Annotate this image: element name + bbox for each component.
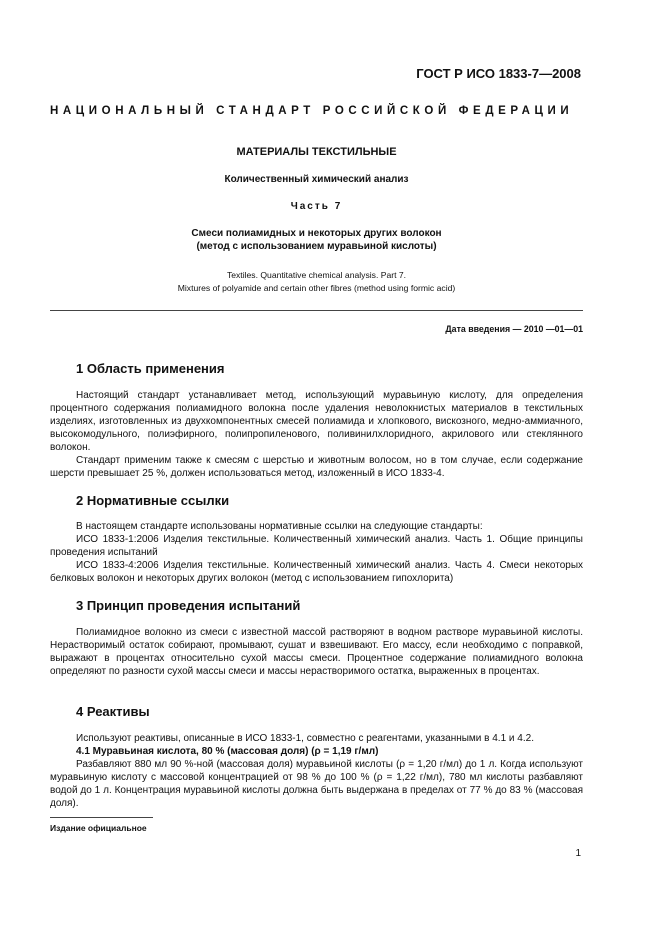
paragraph: Полиамидное волокно из смеси с известной массой растворяют в водном растворе муравьиной кислоты. Нерастворимый остаток собирают, промывают, сушат и взвешивают. Его массу, если необходимо с поправкой, выражают в процентах относительно сухой массы смеси. Процентное содержание полиамидного волокна определяют по разности сухой массы смеси и массы нерастворимого остатка, выраженных в процентах. (50, 627, 583, 677)
document-subject (50, 227, 583, 253)
footer-divider (50, 817, 153, 818)
paragraph: ИСО 1833-4:2006 Изделия текстильные. Количественный химический анализ. Часть 4. Смеси некоторых белковых волокон и некоторых других волокон (метод с использованием гипохлорита) (50, 560, 583, 584)
english-title-line-1: Textiles. Quantitative chemical analysis. Part 7. (226, 270, 407, 280)
subject-line-2: (метод с использованием муравьиной кислоты) (196, 241, 437, 252)
title-divider (50, 310, 583, 311)
paragraph: Стандарт применим также к смесям с шерстью и животным волосом, но в том случае, если содержание шерсти превышает 25 %, должен использоваться метод, изложенный в ИСО 1833-4. (50, 455, 583, 479)
edition-note: Издание официальное (50, 823, 147, 833)
section-heading: 2 Нормативные ссылки (76, 493, 230, 508)
document-part: Часть 7 (290, 201, 343, 212)
section-heading: 4 Реактивы (76, 704, 150, 719)
national-standard-banner: НАЦИОНАЛЬНЫЙ СТАНДАРТ РОССИЙСКОЙ ФЕДЕРАЦИИ (50, 105, 574, 117)
paragraph: В настоящем стандарте использованы нормативные ссылки на следующие стандарты: (76, 521, 483, 532)
paragraph: ИСО 1833-1:2006 Изделия текстильные. Количественный химический анализ. Часть 1. Общие принципы проведения испытаний (50, 534, 583, 558)
subsection-heading: 4.1 Муравьиная кислота, 80 % (массовая доля) (ρ = 1,19 г/мл) (76, 746, 379, 757)
section-body (50, 520, 583, 585)
effective-date: Дата введения — 2010 —01—01 (445, 324, 583, 334)
section-heading: 1 Область применения (76, 361, 225, 376)
english-title (50, 269, 583, 295)
page-number: 1 (575, 848, 581, 859)
document-title: МАТЕРИАЛЫ ТЕКСТИЛЬНЫЕ (236, 146, 397, 158)
section-body (50, 626, 583, 678)
section-body (50, 732, 583, 810)
paragraph: Используют реактивы, описанные в ИСО 1833-1, совместно с реагентами, указанными в 4.1 и 4.2. (76, 733, 534, 744)
paragraph: Настоящий стандарт устанавливает метод, использующий муравьиную кислоту, для определения процентного содержания полиамидного волокна после удаления неволокнистых материалов в текстильных изделиях, изготовленных из двухкомпонентных смесей полиамида и хлопкового, вискозного, медно-аммиачного, высокомодульного, полиэфирного, полипропиленового, поливинилхлоридного, акрилового или стеклянного волокон. (50, 390, 583, 453)
section-body (50, 389, 583, 480)
english-title-line-2: Mixtures of polyamide and certain other fibres (method using formic acid) (177, 283, 456, 293)
document-subtitle: Количественный химический анализ (224, 174, 409, 185)
standard-number: ГОСТ Р ИСО 1833-7—2008 (416, 66, 581, 81)
subject-line-1: Смеси полиамидных и некоторых других волокон (191, 228, 442, 239)
paragraph: Разбавляют 880 мл 90 %-ной (массовая доля) муравьиной кислоты (ρ = 1,20 г/мл) до 1 л. Когда используют муравьиную кислоту с массовой концентрацией от 98 % до 100 % (ρ = 1,22 г/мл), 780 мл кислоты разбавляют водой до 1 л. Концентрация муравьиной кислоты должна быть выдержана в пределах от 77 % до 83 % (массовая доля). (50, 759, 583, 809)
section-heading: 3 Принцип проведения испытаний (76, 598, 301, 613)
